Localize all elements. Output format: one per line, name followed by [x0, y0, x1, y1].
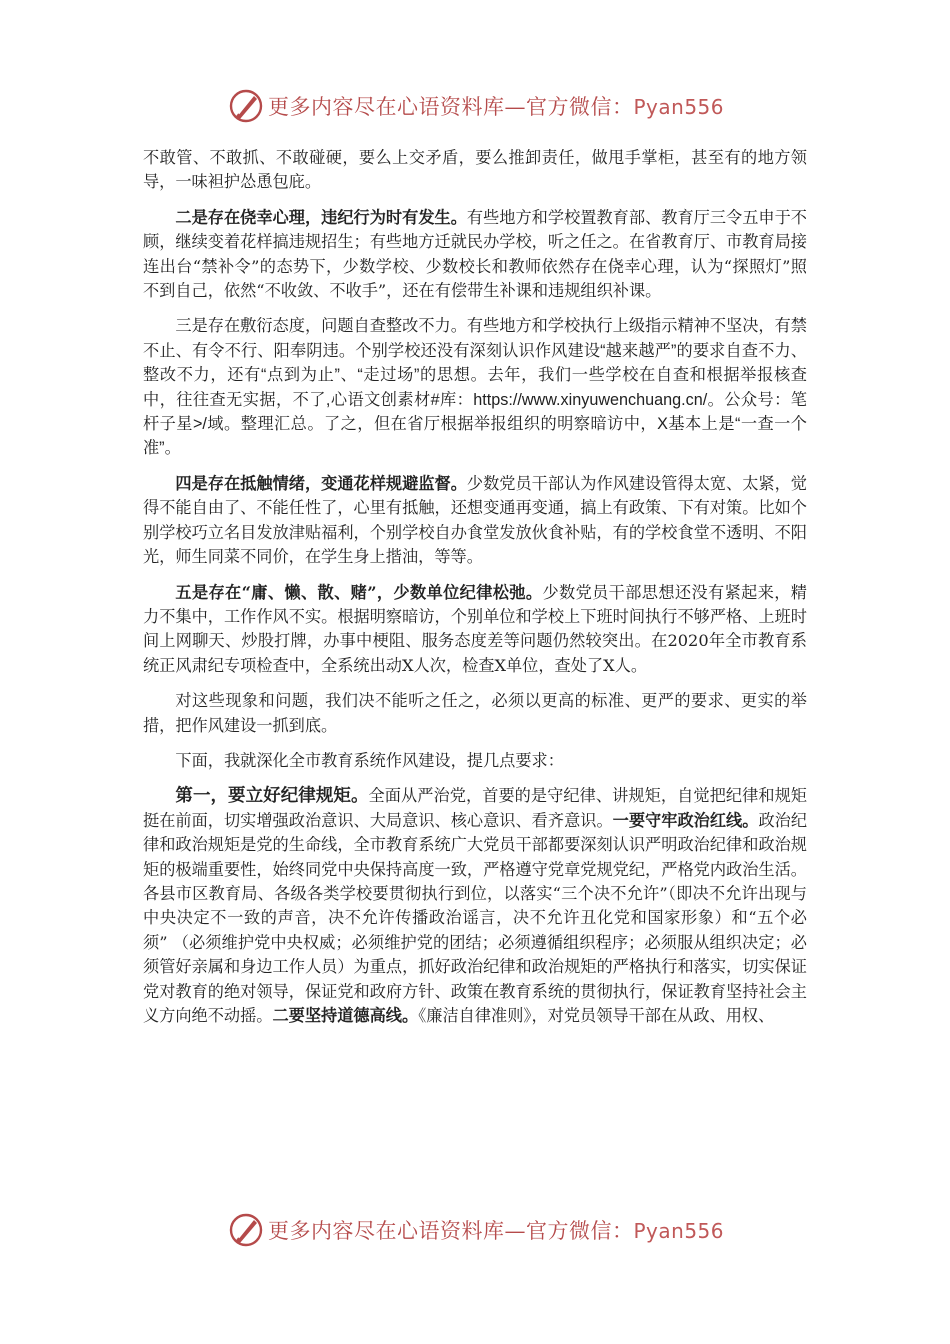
- paragraph-8: 第一，要立好纪律规矩。全面从严治党，首要的是守纪律、讲规矩，自觉把纪律和规矩挺在前面，切实增强政治意识、大局意识、核心意识、看齐意识。一要守牢政治红线。政治纪律和政治规矩是党的生命线，全市教育系统广大党员干部都要深刻认识严明政治纪律和政治规矩的极端重要性，始终同党中央保持高度一致，严格遵守党章党规党纪，严格党内政治生活。各县市区教育局、各级各类学校要贯彻执行到位，以落实“三个决不允许”（即决不允许出现与中央决定不一致的声音，决不允许传播政治谣言，决不允许丑化党和国家形象）和“五个必须” （必须维护党中央权威；必须维护党的团结；必须遵循组织程序；必须服从组织决定；必须管好亲属和身边工作人员）为重点，抓好政治纪律和政治规矩的严格执行和落实，切实保证党对教育的绝对领导，保证党和政府方针、政策在教育系统的贯彻执行，保证教育坚持社会主义方向绝不动摇。二要坚持道德高线。《廉洁自律准则》，对党员领导干部在从政、用权、: [143, 786, 808, 1025]
- quill-logo-icon: [228, 88, 264, 124]
- paragraph-4: 四是存在抵触情绪，变通花样规避监督。少数党员干部认为作风建设管得太宽、太紧，觉得不能自由了、不能任性了，心里有抵触，还想变通再变通，搞上有政策、下有对策。比如个别学校巧立名目发放津贴福利，个别学校自办食堂发放伙食补贴，有的学校食堂不透明、不阳光，师生同菜不同价，在学生身上揩油，等等。: [143, 473, 807, 567]
- paragraph-5: 五是存在“庸、懒、散、赌”，少数单位纪律松弛。少数党员干部思想还没有紧起来，精力不集中，工作作风不实。根据明察暗访，个别单位和学校上下班时间执行不够严格、上班时间上网聊天、炒股打牌，办事中梗阻、服务态度差等问题仍然较突出。在2020年全市教育系统正风肃纪专项检查中，全系统出动X人次，检查X单位，查处了X人。: [143, 582, 807, 675]
- paragraph-1: 不敢管、不敢抓、不敢碰硬，要么上交矛盾，要么推卸责任，做甩手掌柜，甚至有的地方领导，一味袒护怂恿包庇。: [143, 148, 807, 192]
- paragraph-5-heading: 五是存在“庸、懒、散、赌”，少数单位纪律松弛。: [175, 582, 543, 602]
- quill-logo-icon: [228, 1212, 264, 1248]
- paragraph-4-heading: 四是存在抵触情绪，变通花样规避监督。: [175, 473, 467, 493]
- subsection-1-heading: 一要守牢政治红线。: [612, 810, 759, 830]
- footer-banner: [0, 1210, 950, 1250]
- section-1-heading: 第一，要立好纪律规矩。: [175, 786, 369, 807]
- paragraph-3: 三是存在敷衍态度，问题自查整改不力。有些地方和学校执行上级指示精神不坚决，有禁不止、有令不行、阳奉阴违。个别学校还没有深刻认识作风建设“越来越严”的要求自查不力、整改不力，还有“点到为止”、“走过场”的思想。去年，我们一些学校在自查和根据举报核查中，往往查无实据，不了,心语文创素材#库：https://www.xinyuwenchuang.cn/。公众号：笔杆子星>/域。整理汇总。了之，但在省厅根据举报组织的明察暗访中，X基本上是“一查一个准”。: [143, 317, 807, 458]
- paragraph-2: 二是存在侥幸心理，违纪行为时有发生。有些地方和学校置教育部、教育厅三令五申于不顾，继续变着花样搞违规招生；有些地方迁就民办学校，听之任之。在省教育厅、市教育局接连出台“禁补令”的态势下，少数学校、少数校长和教师依然存在侥幸心理，认为“探照灯”照不到自己，依然“不收敛、不收手”，还在有偿带生补课和违规组织补课。: [143, 207, 807, 301]
- footer-banner-text: 更多内容尽在心语资料库—官方微信：Pyan556: [268, 1219, 725, 1243]
- subsection-2-heading: 二要坚持道德高线。: [272, 1006, 419, 1025]
- paragraph-6: 对这些现象和问题，我们决不能听之任之，必须以更高的标准、更严的要求、更实的举措，把作风建设一抓到底。: [143, 691, 807, 735]
- header-banner: [0, 86, 950, 126]
- paragraph-7: 下面，我就深化全市教育系统作风建设，提几点要求：: [175, 750, 564, 770]
- header-banner-text: 更多内容尽在心语资料库—官方微信：Pyan556: [268, 95, 725, 119]
- footer-wechat-id: Pyan556: [633, 1219, 725, 1243]
- header-wechat-id: Pyan556: [633, 95, 725, 119]
- paragraph-2-heading: 二是存在侥幸心理，违纪行为时有发生。: [175, 207, 467, 227]
- document-body: [143, 146, 807, 1028]
